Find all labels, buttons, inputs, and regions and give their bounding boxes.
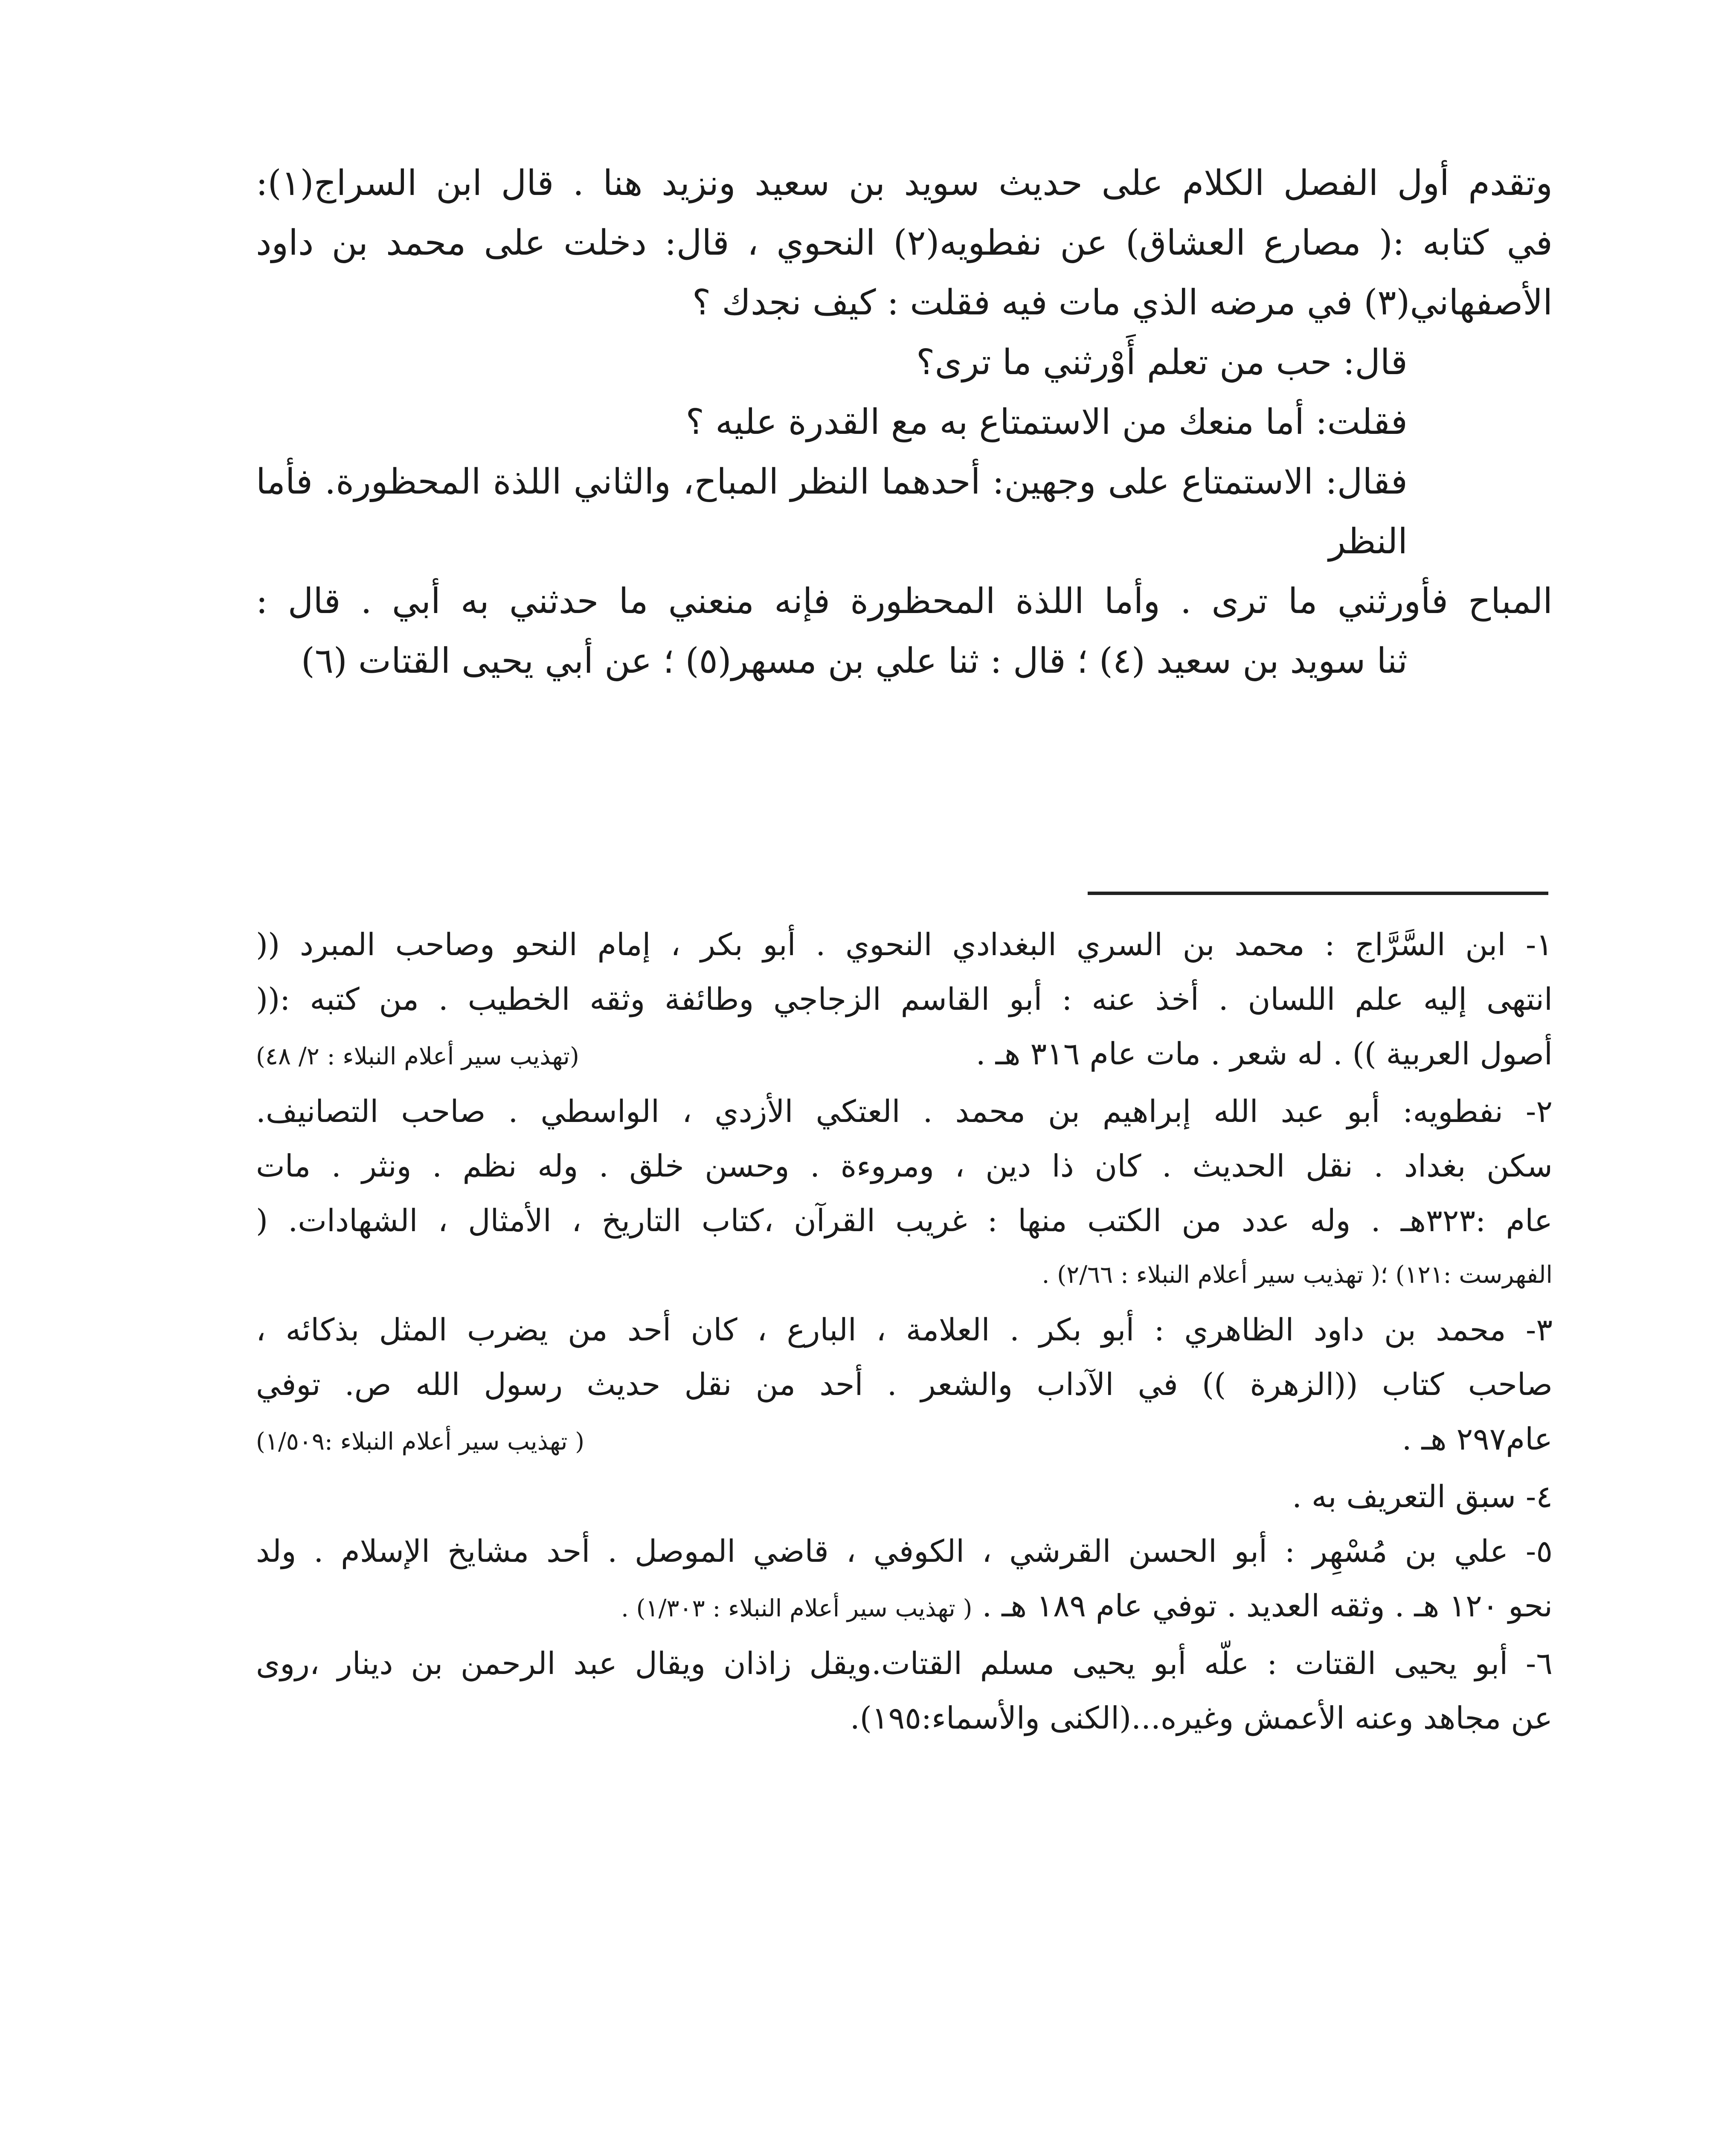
footnote-2-line: الفهرست :١٢١) ؛( تهذيب سير أعلام النبلاء : ٢/٦٦) . (1042, 1261, 1553, 1289)
footnote-4-line: ٤- سبق التعريف به . (1292, 1479, 1553, 1514)
footnote-1-line: ١- ابن السَّرَّاج : محمد بن السري البغدادي النحوي . أبو بكر ، إمام النحو وصاحب المبرد (( (256, 927, 1553, 962)
body-line: فقلت: أما منعك من الاستمتاع به مع القدرة عليه ؟ (685, 402, 1408, 442)
footnote-5-line: ٥- علي بن مُسْهِر : أبو الحسن القرشي ، الكوفي ، قاضي الموصل . أحد مشايخ الإسلام . ولد (256, 1533, 1553, 1569)
footnote-6-line: ٦- أبو يحيى القتات : علّه أبو يحيى مسلم القتات.ويقل زاذان ويقال عبد الرحمن بن دينار ،روى (256, 1645, 1553, 1681)
body-line: فقال: الاستمتاع على وجهين: أحدهما النظر المباح، والثاني اللذة المحظورة. فأما النظر (256, 462, 1408, 562)
footnote-separator (1088, 892, 1548, 895)
main-text (256, 154, 1553, 691)
footnote-5-line (256, 1578, 1553, 1636)
body-line: قال: حب من تعلم أَوْرثني ما ترى؟ (916, 342, 1408, 383)
body-line: وتقدم أول الفصل الكلام على حديث سويد بن سعيد ونزيد هنا . قال ابن السراج(١): (256, 163, 1553, 203)
footnote-3-line: عام٢٩٧ هـ . (1402, 1421, 1553, 1457)
footnote-2-line: عام :٣٢٣هـ . وله عدد من الكتب منها : غريب القرآن ،كتاب التاريخ ، الأمثال ، الشهادات. ( (256, 1203, 1553, 1238)
footnote-1-line: أصول العربية )) . له شعر . مات عام ٣١٦ هـ . (975, 1036, 1553, 1072)
footnotes (256, 917, 1553, 1745)
footnote-5-source: ( تهذيب سير أعلام النبلاء : ١/٣٠٣) . (621, 1595, 973, 1622)
body-line: في كتابه :( مصارع العشاق) عن نفطويه(٢) النحوي ، قال: دخلت على محمد بن داود (256, 223, 1553, 263)
body-line: المباح فأورثني ما ترى . وأما اللذة المحظورة فإنه منعني ما حدثني به أبي . قال : (256, 581, 1553, 622)
footnote-3-line: ٣- محمد بن داود الظاهري : أبو بكر . العلامة ، البارع ، كان أحد من يضرب المثل بذكائه ، (256, 1312, 1553, 1348)
footnote-6-line: عن مجاهد وعنه الأعمش وغيره...(الكنى والأسماء:١٩٥). (850, 1700, 1553, 1736)
footnote-1-line: انتهى إليه علم اللسان . أخذ عنه : أبو القاسم الزجاجي وطائفة وثقه الخطيب . من كتبه :(( (256, 981, 1553, 1017)
footnote-1-last-row (256, 1026, 1553, 1084)
body-line: ثنا سويد بن سعيد (٤) ؛ قال : ثنا علي بن مسهر(٥) ؛ عن أبي يحيى القتات (٦) (301, 641, 1408, 681)
footnote-5-text: نحو ١٢٠ هـ . وثقه العديد . توفي عام ١٨٩ هـ . (982, 1588, 1553, 1624)
footnote-2-line: سكن بغداد . نقل الحديث . كان ذا دين ، ومروءة . وحسن خلق . وله نظم . ونثر . مات (256, 1148, 1553, 1184)
footnote-3-line: صاحب كتاب ((الزهرة )) في الآداب والشعر . أحد من نقل حديث رسول الله ص. توفي (256, 1366, 1553, 1402)
footnote-3-last-row (256, 1412, 1553, 1469)
footnote-2-line: ٢- نفطويه: أبو عبد الله إبراهيم بن محمد . العتكي الأزدي ، الواسطي . صاحب التصانيف. (256, 1093, 1553, 1129)
footnote-3-source: ( تهذيب سير أعلام النبلاء :١/٥٠٩) (256, 1428, 585, 1456)
footnote-1-source: (تهذيب سير أعلام النبلاء : ٢/ ٤٨) (256, 1043, 579, 1070)
body-line: الأصفهاني(٣) في مرضه الذي مات فيه فقلت : كيف نجدك ؟ (692, 282, 1553, 323)
